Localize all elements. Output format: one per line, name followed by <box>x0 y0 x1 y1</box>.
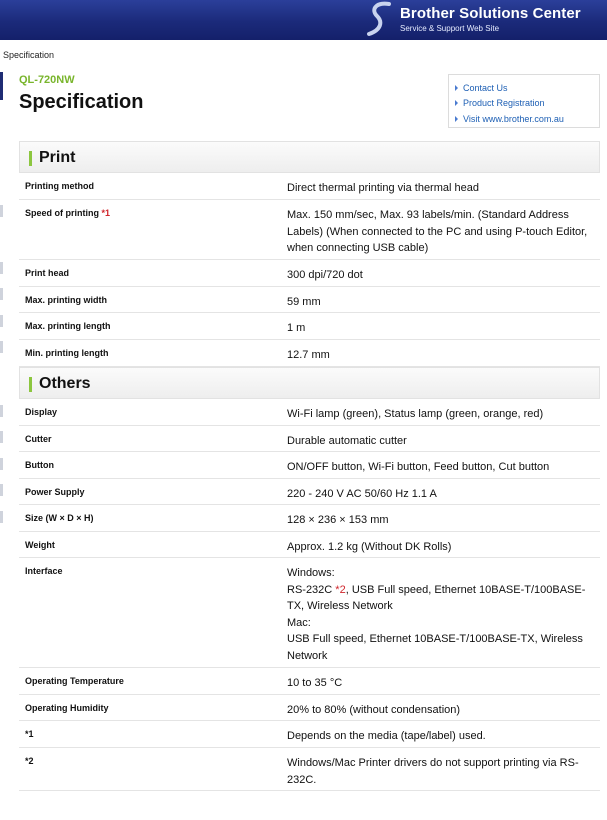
left-edge-marker <box>0 205 3 217</box>
spec-label: Power Supply <box>25 487 85 497</box>
brand-title[interactable]: Brother Solutions Center <box>400 5 581 22</box>
spec-value: Wi-Fi lamp (green), Status lamp (green, orange, red) <box>287 408 544 420</box>
spec-label: Max. printing length <box>25 321 111 331</box>
link-label[interactable]: Product Registration <box>463 98 545 109</box>
section-header-print <box>19 141 600 173</box>
spec-label: Weight <box>25 540 55 550</box>
interface-windows-rest: , USB Full speed, Ethernet 10BASE-T/100BASE-TX, Wireless Network <box>287 583 586 613</box>
link-label[interactable]: Visit www.brother.com.au <box>463 113 564 124</box>
spec-label: Button <box>25 460 54 470</box>
footnote-text: Depends on the media (tape/label) used. <box>287 730 486 742</box>
spec-label-text: Speed of printing <box>25 208 102 218</box>
spec-value: Durable automatic cutter <box>287 435 407 447</box>
model-name: QL-720NW <box>19 74 75 86</box>
spec-row <box>19 340 600 367</box>
interface-mac-heading: Mac: <box>287 616 311 629</box>
left-edge-marker <box>0 431 3 443</box>
spec-label: Size (W × D × H) <box>25 513 94 523</box>
spec-value: 220 - 240 V AC 50/60 Hz 1.1 A <box>287 488 437 500</box>
spec-row <box>19 479 600 505</box>
interface-mac-list: USB Full speed, Ethernet 10BASE-T/100BASE-TX, Wireless Network <box>287 633 583 662</box>
spec-row <box>19 313 600 340</box>
spec-row <box>19 200 600 260</box>
site-header <box>0 0 607 40</box>
spec-label: Printing method <box>25 181 94 191</box>
spec-value: Direct thermal printing via thermal head <box>287 182 479 194</box>
section-accent-bar <box>29 377 32 392</box>
left-edge-marker <box>0 288 3 300</box>
breadcrumb: Specification <box>3 50 55 60</box>
section-accent-bar <box>29 151 32 166</box>
spec-value: Max. 150 mm/sec, Max. 93 labels/min. (Standard Address Labels) (When connected to the PC and using P-touch Editor, when connecting USB cable) <box>287 209 588 255</box>
spec-label: Cutter <box>25 434 52 444</box>
footnote-text: Windows/Mac Printer drivers do not support printing via RS-232C. <box>287 757 579 786</box>
spec-row <box>19 558 600 668</box>
spec-value: 59 mm <box>287 296 321 308</box>
left-edge-marker <box>0 511 3 523</box>
left-edge-marker <box>0 315 3 327</box>
spec-row <box>19 505 600 532</box>
footnote-mark: *2 <box>25 756 34 766</box>
section-header-others <box>19 367 600 399</box>
spec-row <box>19 287 600 313</box>
left-edge-marker <box>0 72 3 100</box>
spec-value <box>287 565 595 665</box>
spec-value: 12.7 mm <box>287 349 330 361</box>
footnote-ref[interactable]: *1 <box>101 208 111 218</box>
spec-row <box>19 532 600 558</box>
page-title: Specification <box>19 91 144 113</box>
spec-row <box>19 173 600 200</box>
spec-value: 10 to 35 °C <box>287 677 343 689</box>
footnote-mark: *1 <box>25 729 34 739</box>
link-label[interactable]: Contact Us <box>463 82 508 93</box>
brother-website-link[interactable] <box>455 111 599 127</box>
footnote-ref[interactable]: *2 <box>335 583 346 596</box>
interface-windows-list <box>287 582 595 615</box>
spec-value: 20% to 80% (without condensation) <box>287 704 461 716</box>
arrow-right-icon <box>455 85 458 91</box>
spec-label: Display <box>25 407 58 417</box>
spec-value: Approx. 1.2 kg (Without DK Rolls) <box>287 541 452 553</box>
spec-row <box>19 399 600 426</box>
spec-value: 300 dpi/720 dot <box>287 269 363 281</box>
footnote-row <box>19 721 600 748</box>
section-title: Print <box>39 149 76 166</box>
spec-value: ON/OFF button, Wi-Fi button, Feed button, Cut button <box>287 461 550 473</box>
section-title: Others <box>39 375 91 392</box>
spec-value: 128 × 236 × 153 mm <box>287 514 389 526</box>
left-edge-marker <box>0 405 3 417</box>
left-edge-marker <box>0 484 3 496</box>
brand-subtitle: Service & Support Web Site <box>400 24 500 33</box>
spec-row <box>19 260 600 287</box>
quick-links-box <box>448 74 600 128</box>
spec-label: Operating Humidity <box>25 703 109 713</box>
contact-us-link[interactable] <box>455 80 599 96</box>
spec-label <box>25 208 275 218</box>
left-edge-marker <box>0 458 3 470</box>
spec-label: Min. printing length <box>25 348 109 358</box>
spec-label: Interface <box>25 566 63 576</box>
spec-label: Operating Temperature <box>25 676 124 686</box>
spec-label: Print head <box>25 268 70 278</box>
product-registration-link[interactable] <box>455 96 599 112</box>
spec-row <box>19 426 600 452</box>
footnote-row <box>19 748 600 791</box>
left-edge-marker <box>0 341 3 353</box>
arrow-right-icon <box>455 116 458 122</box>
interface-rs232c: RS-232C <box>287 583 336 596</box>
arrow-right-icon <box>455 100 458 106</box>
spec-row <box>19 452 600 479</box>
spec-row <box>19 668 600 695</box>
interface-windows-heading: Windows: <box>287 567 335 579</box>
left-edge-marker <box>0 262 3 274</box>
spec-label: Max. printing width <box>25 295 107 305</box>
spec-row <box>19 695 600 721</box>
brother-swoosh-icon <box>365 0 395 40</box>
spec-value: 1 m <box>287 322 306 334</box>
